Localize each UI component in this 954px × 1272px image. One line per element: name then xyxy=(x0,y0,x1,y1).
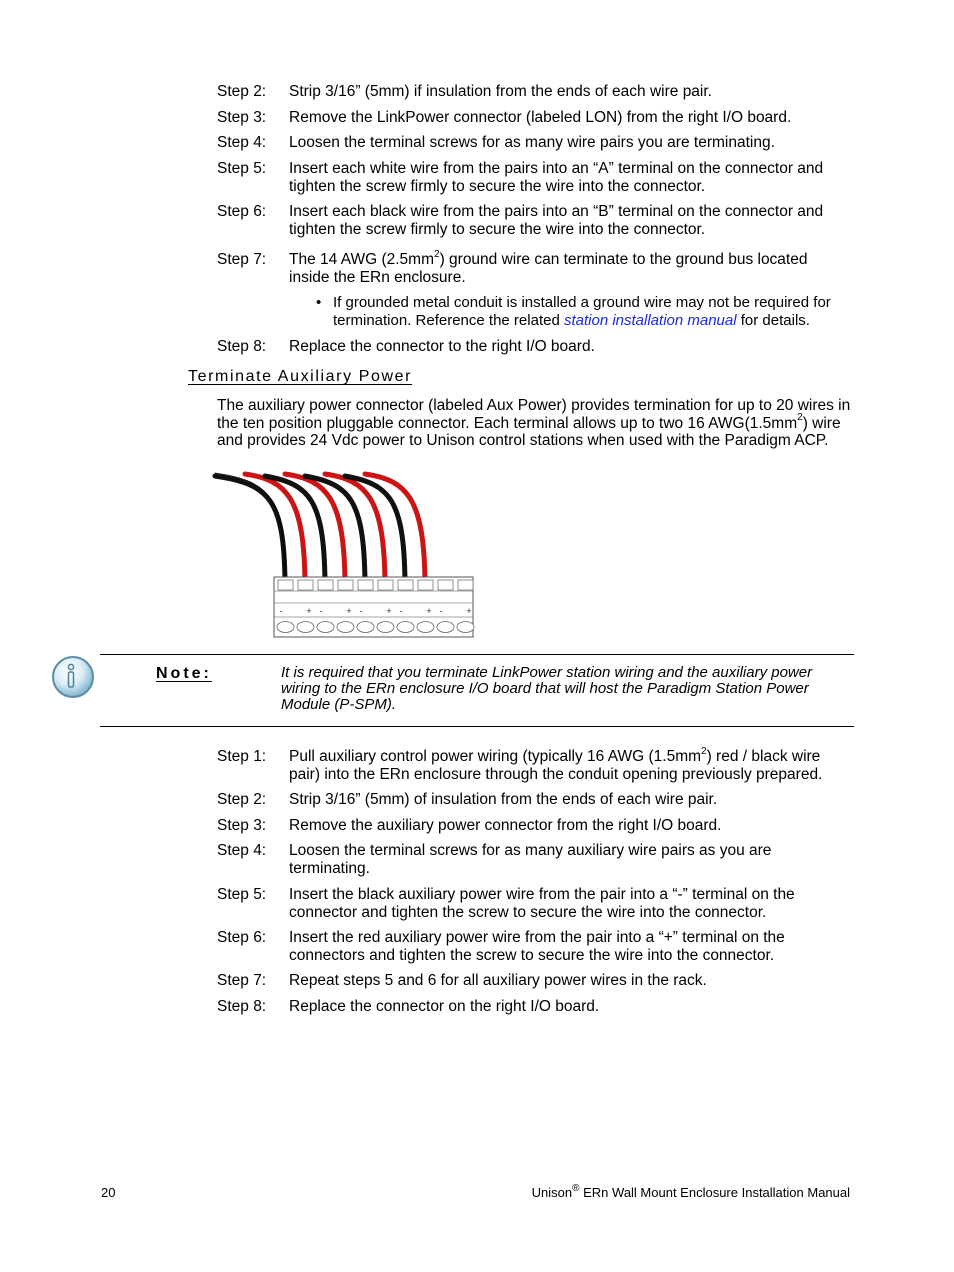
polarity-label: + xyxy=(386,606,392,616)
aux-power-paragraph: The auxiliary power connector (labeled Aux Power) provides termination for up to 20 wires in the ten position pluggable connector. Each terminal allows up to two 16 $AWG(1.5mm^2)$ wire and provides 24 Vdc power to Unison control stations when used with the Paradigm ACP. xyxy=(217,397,851,449)
wire-red-2 xyxy=(285,474,345,582)
wire-black-2 xyxy=(265,476,325,582)
step-text: The 14 AWG $(2.5mm^2)$ ground wire can terminate to the ground bus located inside the ERn enclosure. xyxy=(289,248,808,286)
terminal-screw xyxy=(317,622,334,633)
note-text: It is required that you terminate LinkPower station wiring and the auxiliary power wiring to the ERn enclosure I/O board that will host the Paradigm Station Power Module (P-SPM). xyxy=(281,664,813,713)
terminal-slot xyxy=(398,580,413,590)
polarity-label: + xyxy=(466,606,472,616)
terminal-screw xyxy=(357,622,374,633)
section-heading: Terminate Auxiliary Power xyxy=(188,368,413,385)
step-text: Replace the connector on the right I/O board. xyxy=(289,998,600,1015)
step-label: Step 4: xyxy=(217,842,267,859)
step-text: Repeat steps 5 and 6 for all auxiliary power wires in the rack. xyxy=(289,972,707,989)
terminal-screw xyxy=(297,622,314,633)
step-label: Step 1: xyxy=(217,748,267,765)
step-text: Insert each white wire from the pairs into an “A” terminal on the connector and tighten the screw firmly to secure the wire into the connector. xyxy=(289,160,824,195)
step-label: Step 3: xyxy=(217,817,267,834)
step-text: Pull auxiliary control power wiring (typically 16 AWG $(1.5mm^2)$ red / black wire pair) into the ERn enclosure through the conduit opening previously prepared. xyxy=(289,745,823,783)
polarity-label: + xyxy=(346,606,352,616)
wire-black-1-edge xyxy=(215,473,285,579)
note-bottom-rule xyxy=(100,726,854,727)
step-text: Strip 3/16” (5mm) if insulation from the ends of each wire pair. xyxy=(289,83,712,100)
step-text: Insert the black auxiliary power wire from the pair into a “-” terminal on the connector and tighten the screw to secure the wire into the connector. xyxy=(289,886,795,921)
wire-black-4 xyxy=(345,476,405,582)
terminal-screw xyxy=(397,622,414,633)
terminal-screw xyxy=(417,622,434,633)
step-text: Replace the connector to the right I/O board. xyxy=(289,338,595,355)
wire-red-1 xyxy=(245,474,305,582)
terminal-slot xyxy=(338,580,353,590)
polarity-label: - xyxy=(319,606,323,616)
step-label: Step 4: xyxy=(217,134,267,151)
step-text: Loosen the terminal screws for as many wire pairs you are terminating. xyxy=(289,134,775,151)
step-label: Step 7: xyxy=(217,251,267,268)
terminal-slot xyxy=(438,580,453,590)
step-label: Step 2: xyxy=(217,83,267,100)
step-label: Step 6: xyxy=(217,203,267,220)
terminal-slot xyxy=(418,580,433,590)
terminal-screw xyxy=(337,622,354,633)
step-text: Insert the red auxiliary power wire from the pair into a “+” terminal on the connectors and tighten the screw to secure the wire into the connector. xyxy=(289,929,785,964)
terminal-screw xyxy=(277,622,294,633)
step-label: Step 5: xyxy=(217,886,267,903)
info-icon xyxy=(50,654,96,700)
step-label: Step 6: xyxy=(217,929,267,946)
step-label: Step 5: xyxy=(217,160,267,177)
terminal-slot xyxy=(458,580,473,590)
terminal-slot xyxy=(318,580,333,590)
step-label: Step 8: xyxy=(217,998,267,1015)
step-label: Step 2: xyxy=(217,791,267,808)
polarity-label: + xyxy=(426,606,432,616)
polarity-label: - xyxy=(359,606,363,616)
terminal-screw xyxy=(377,622,394,633)
terminal-slot xyxy=(298,580,313,590)
step-label: Step 3: xyxy=(217,109,267,126)
aux-power-connector-figure xyxy=(210,470,476,640)
step-text: Insert each black wire from the pairs into an “B” terminal on the connector and tighten the screw firmly to secure the wire into the connector. xyxy=(289,203,824,238)
step-text: Strip 3/16” (5mm) of insulation from the ends of each wire pair. xyxy=(289,791,718,808)
polarity-label: - xyxy=(439,606,443,616)
wire-black-3 xyxy=(305,476,365,582)
polarity-label: - xyxy=(279,606,283,616)
station-installation-manual-link[interactable]: station installation manual xyxy=(563,312,737,329)
wire-red-4 xyxy=(365,474,425,582)
bullet-text: If grounded metal conduit is installed a ground wire may not be required for termination. Reference the related station installation manual for details. xyxy=(333,294,831,329)
note-label: Note: xyxy=(156,665,212,682)
terminal-slot xyxy=(358,580,373,590)
page-number: 20 xyxy=(101,1185,116,1200)
terminal-screw xyxy=(457,622,474,633)
step-label: Step 8: xyxy=(217,338,267,355)
note-top-rule xyxy=(100,654,854,655)
polarity-label: + xyxy=(306,606,312,616)
step-text: Loosen the terminal screws for as many auxiliary wire pairs as you are terminating. xyxy=(289,842,772,877)
step-text: Remove the LinkPower connector (labeled LON) from the right I/O board. xyxy=(289,109,792,126)
terminal-slot xyxy=(278,580,293,590)
wires xyxy=(215,473,425,582)
bullet-symbol: • xyxy=(316,294,322,311)
wire-red-3 xyxy=(325,474,385,582)
step-label: Step 7: xyxy=(217,972,267,989)
footer-manual-title: Unison® ERn Wall Mount Enclosure Installation Manual xyxy=(531,1182,850,1200)
wire-black-1 xyxy=(215,476,285,582)
terminal-block xyxy=(274,577,474,637)
polarity-label: - xyxy=(399,606,403,616)
terminal-screw xyxy=(437,622,454,633)
terminal-slot xyxy=(378,580,393,590)
step-text: Remove the auxiliary power connector from the right I/O board. xyxy=(289,817,722,834)
